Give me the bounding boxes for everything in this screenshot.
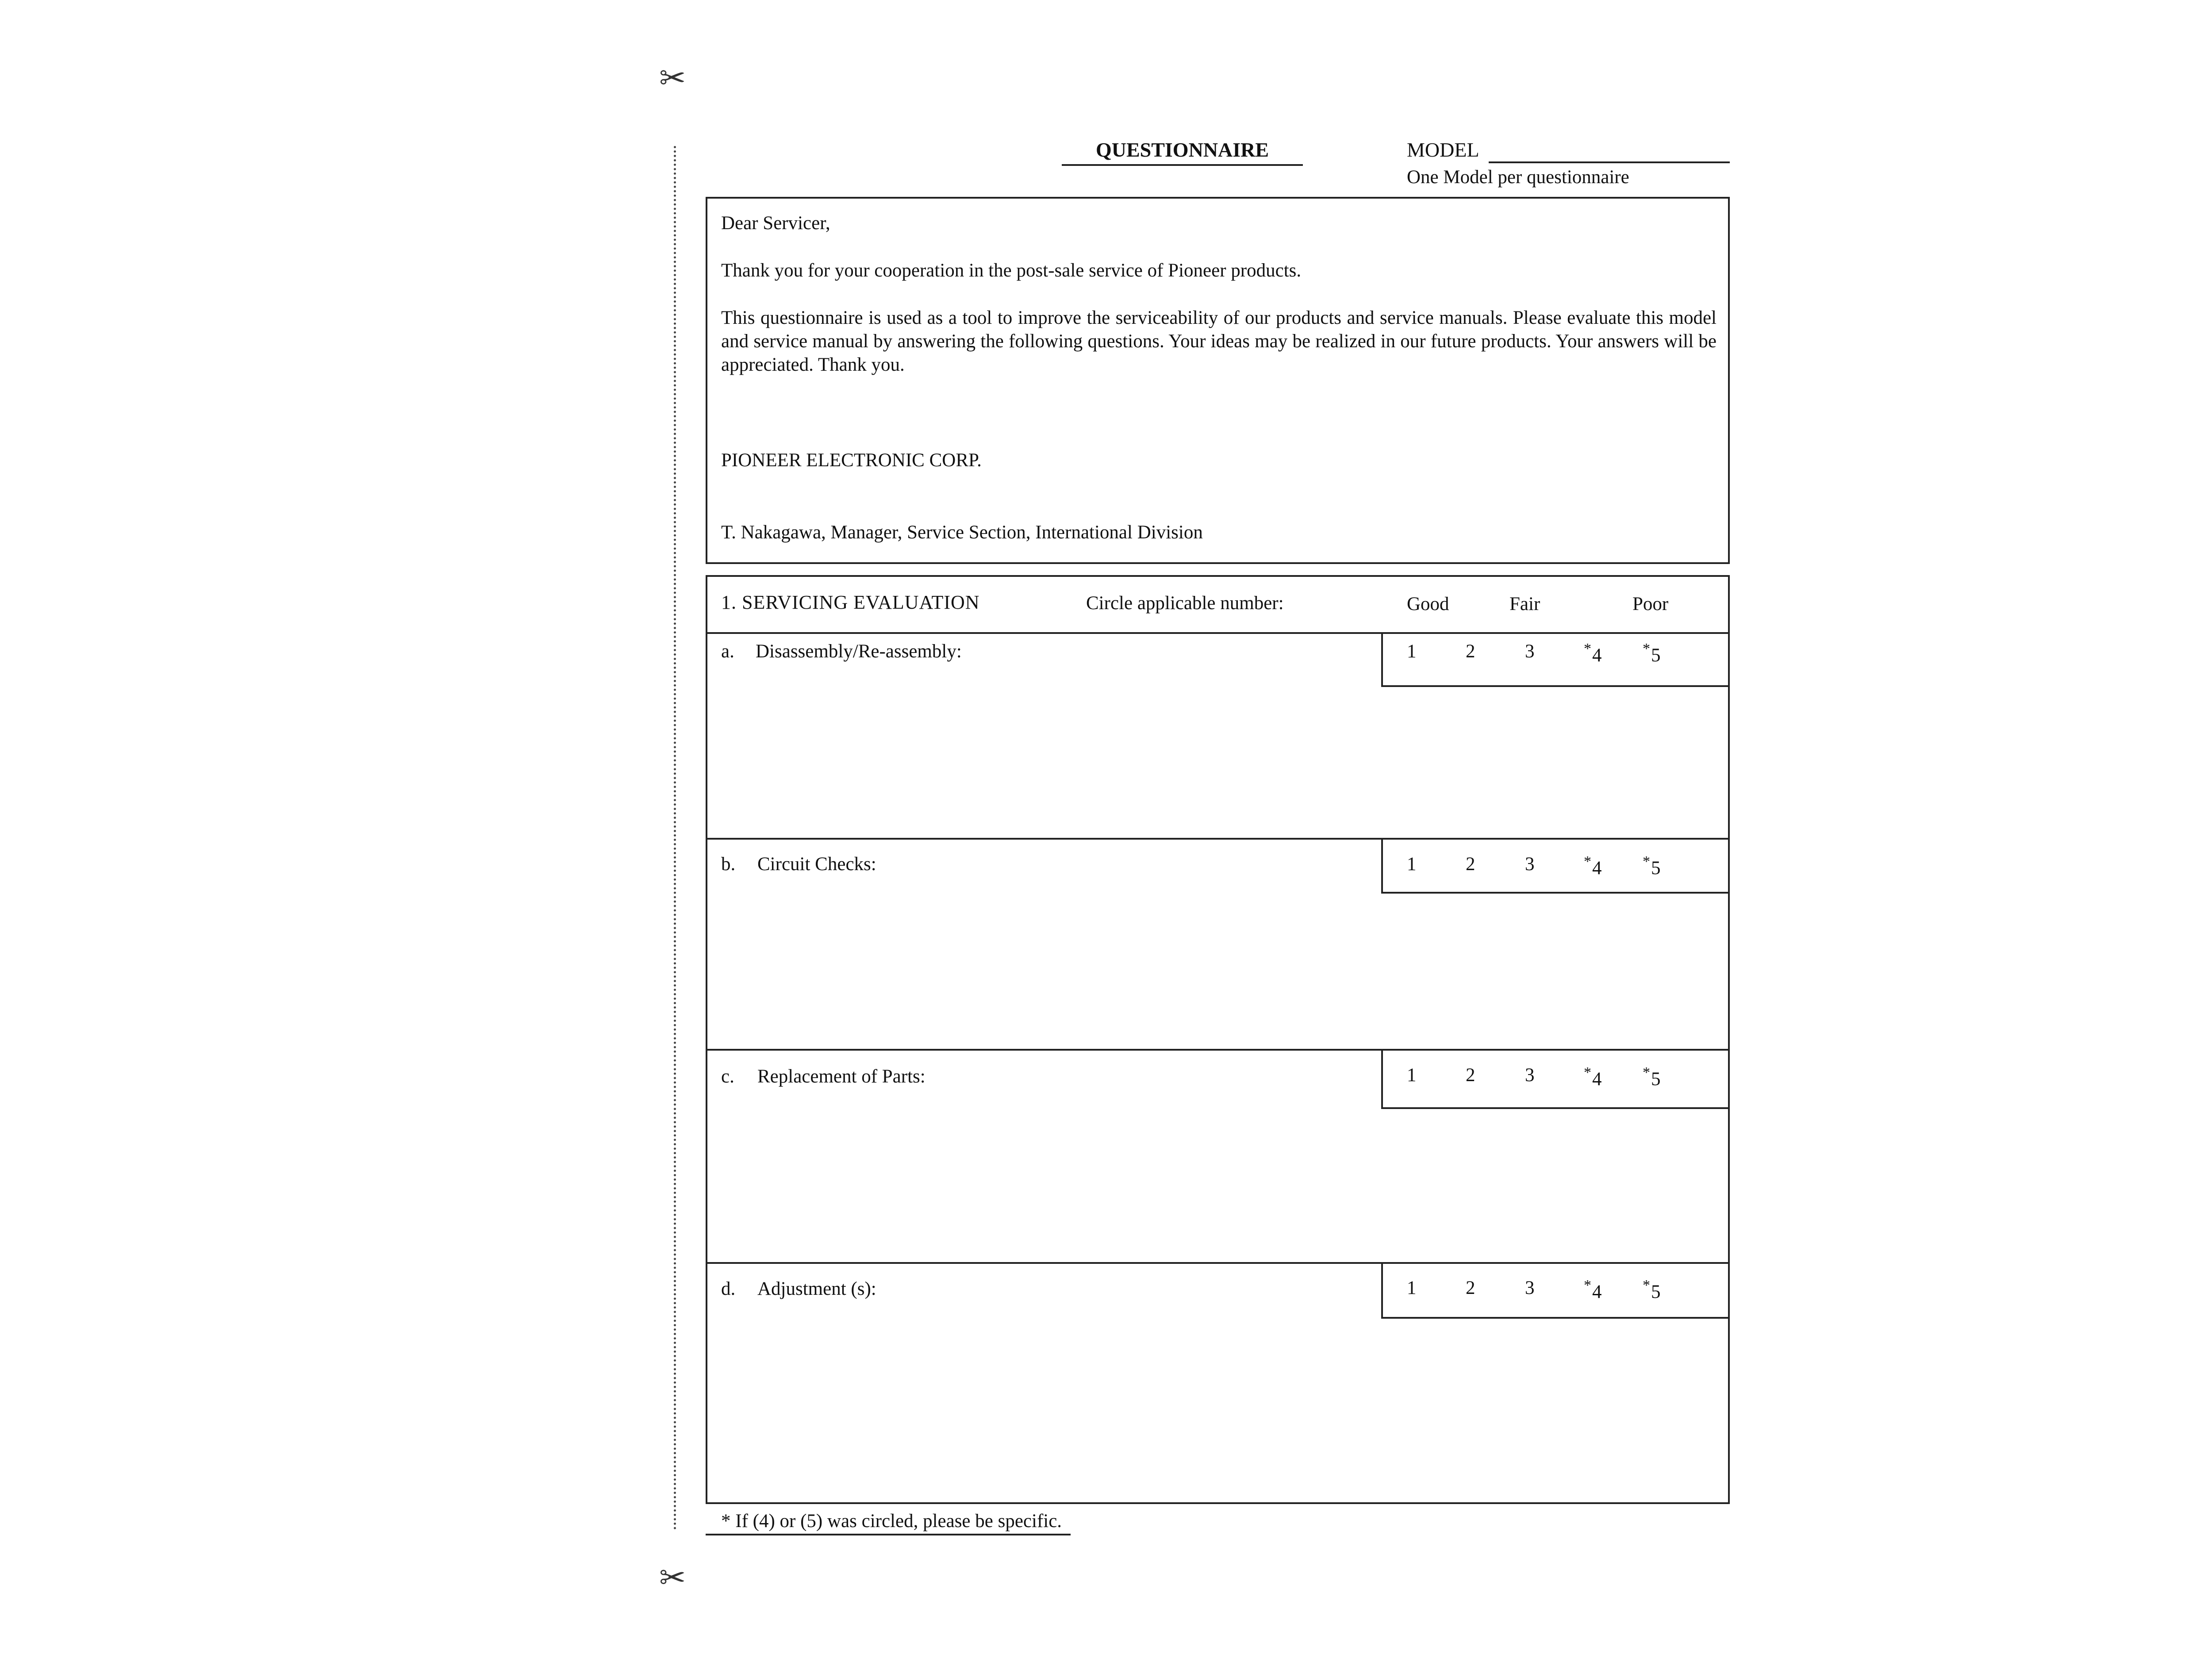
item-d-label: Adjustment (s): [757, 1278, 876, 1299]
rating-3[interactable]: 3 [1525, 1065, 1535, 1086]
rating-3[interactable]: 3 [1525, 641, 1535, 662]
header-divider [707, 632, 1728, 634]
scissors-top-icon: ✂ [659, 59, 686, 96]
rating-4-value: 4 [1592, 858, 1602, 879]
footnote: * If (4) or (5) was circled, please be specific. [706, 1510, 1071, 1535]
letter-box [706, 197, 1730, 564]
rating-box-border [1381, 632, 1383, 687]
rating-1[interactable]: 1 [1407, 854, 1417, 875]
rating-2[interactable]: 2 [1466, 641, 1475, 662]
rating-5-value: 5 [1651, 858, 1661, 879]
letter-company: PIONEER ELECTRONIC CORP. [721, 450, 982, 471]
rating-4-value: 4 [1592, 645, 1602, 666]
scale-poor-label: Poor [1632, 594, 1669, 614]
asterisk: * [1584, 853, 1591, 870]
letter-signature: T. Nakagawa, Manager, Service Section, International Division [721, 522, 1203, 543]
item-d-letter: d. [721, 1278, 736, 1299]
section-title: 1. SERVICING EVALUATION [721, 591, 980, 613]
scale-fair-label: Fair [1509, 594, 1540, 614]
scale-good-label: Good [1407, 594, 1449, 614]
rating-4[interactable] [1584, 853, 1602, 880]
rating-instruction: Circle applicable number: [1086, 593, 1284, 614]
item-a-comment-area[interactable] [708, 686, 1378, 834]
rating-box-border [1381, 838, 1383, 894]
rating-5-value: 5 [1651, 1069, 1661, 1090]
asterisk: * [1584, 1064, 1591, 1081]
row-divider [707, 1049, 1728, 1051]
item-c-letter: c. [721, 1066, 734, 1087]
rating-2[interactable]: 2 [1466, 854, 1475, 875]
row-divider [707, 1262, 1728, 1264]
model-note: One Model per questionnaire [1407, 167, 1629, 188]
rating-5-value: 5 [1651, 645, 1661, 666]
rating-box-border [1381, 1262, 1383, 1319]
item-b-label: Circuit Checks: [757, 854, 876, 875]
rating-4[interactable] [1584, 1064, 1602, 1091]
rating-5[interactable] [1643, 640, 1661, 667]
rating-4-value: 4 [1592, 1282, 1602, 1302]
asterisk: * [1584, 641, 1591, 657]
rating-1[interactable]: 1 [1407, 1065, 1417, 1086]
row-divider [707, 838, 1728, 840]
cut-line [674, 146, 676, 1531]
rating-2[interactable]: 2 [1466, 1278, 1475, 1298]
letter-paragraph-2: This questionnaire is used as a tool to improve the serviceability of our products and service manuals. Please evaluate this model and service manual by answering the following questions. Your ideas may be realized in our future products. Your answers will be appreciated. Thank you. [721, 307, 1717, 375]
rating-5[interactable] [1643, 1064, 1661, 1091]
asterisk: * [1643, 853, 1650, 870]
rating-5[interactable] [1643, 853, 1661, 880]
rating-3[interactable]: 3 [1525, 1278, 1535, 1298]
item-a-letter: a. [721, 641, 734, 662]
scissors-bottom-icon: ✂ [659, 1559, 686, 1596]
item-a-label: Disassembly/Re-assembly: [756, 641, 962, 662]
rating-box-border [1381, 1049, 1383, 1109]
item-b-letter: b. [721, 854, 736, 875]
model-field[interactable] [1489, 161, 1730, 163]
item-c-label: Replacement of Parts: [757, 1066, 926, 1087]
letter-greeting: Dear Servicer, [721, 213, 830, 234]
rating-1[interactable]: 1 [1407, 641, 1417, 662]
rating-4[interactable] [1584, 640, 1602, 667]
rating-5[interactable] [1643, 1277, 1661, 1304]
asterisk: * [1643, 641, 1650, 657]
model-label: MODEL [1407, 138, 1479, 161]
item-c-comment-area[interactable] [708, 1108, 1725, 1259]
rating-5-value: 5 [1651, 1282, 1661, 1302]
item-d-comment-area[interactable] [708, 1318, 1725, 1500]
rating-3[interactable]: 3 [1525, 854, 1535, 875]
rating-4-value: 4 [1592, 1069, 1602, 1090]
letter-paragraph-1: Thank you for your cooperation in the post-sale service of Pioneer products. [721, 260, 1302, 281]
rating-2[interactable]: 2 [1466, 1065, 1475, 1086]
asterisk: * [1643, 1277, 1650, 1293]
rating-1[interactable]: 1 [1407, 1278, 1417, 1298]
asterisk: * [1643, 1064, 1650, 1081]
page-title: QUESTIONNAIRE [1062, 138, 1303, 166]
rating-box-border [1381, 685, 1728, 687]
item-b-comment-area[interactable] [708, 892, 1725, 1044]
asterisk: * [1584, 1277, 1591, 1293]
rating-4[interactable] [1584, 1277, 1602, 1304]
